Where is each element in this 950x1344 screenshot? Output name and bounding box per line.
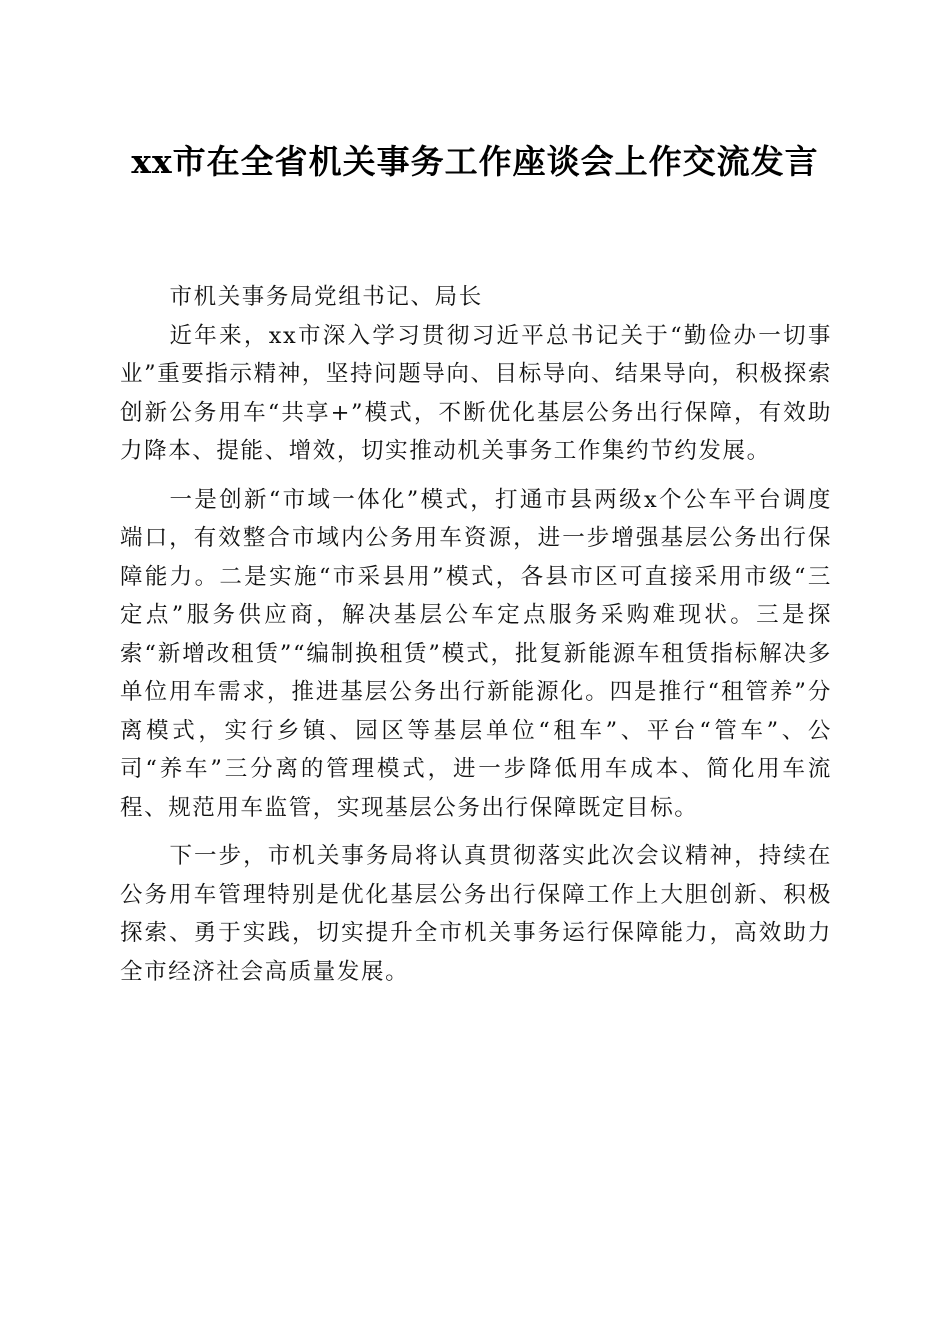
paragraph-measures: 一是创新“市域一体化”模式，打通市县两级x个公车平台调度端口，有效整合市域内公务用车资源，进一步增强基层公务出行保障能力。二是实施“市采县用”模式，各县市区可直接采用市级“三定点”服务供应商，解决基层公车定点服务采购难现状。三是探索“新增改租赁”“编制换租赁”模式，批复新能源车租赁指标解决多单位用车需求，推进基层公务出行新能源化。四是推行“租管养”分离模式，实行乡镇、园区等基层单位“租车”、平台“管车”、公司“养车”三分离的管理模式，进一步降低用车成本、简化用车流程、规范用车监管，实现基层公务出行保障既定目标。 bbox=[120, 486, 832, 821]
document-title: xx市在全省机关事务工作座谈会上作交流发言 bbox=[131, 142, 819, 181]
paragraph-intro: 近年来，xx市深入学习贯彻习近平总书记关于“勤俭办一切事业”重要指示精神，坚持问题导向、目标导向、结果导向，积极探索创新公务用车“共享+”模式，不断优化基层公务出行保障，有效助力降本、提能、增效，切实推动机关事务工作集约节约发展。 bbox=[120, 322, 833, 464]
document-body bbox=[120, 278, 832, 991]
paragraph-next-steps: 下一步，市机关事务局将认真贯彻落实此次会议精神，持续在公务用车管理特别是优化基层公务出行保障工作上大胆创新、积极探索、勇于实践，切实提升全市机关事务运行保障能力，高效助力全市经济社会高质量发展。 bbox=[120, 843, 832, 985]
paragraph-gap bbox=[120, 827, 832, 837]
paragraph-gap bbox=[120, 471, 832, 481]
author-line: 市机关事务局党组书记、局长 bbox=[169, 284, 483, 310]
